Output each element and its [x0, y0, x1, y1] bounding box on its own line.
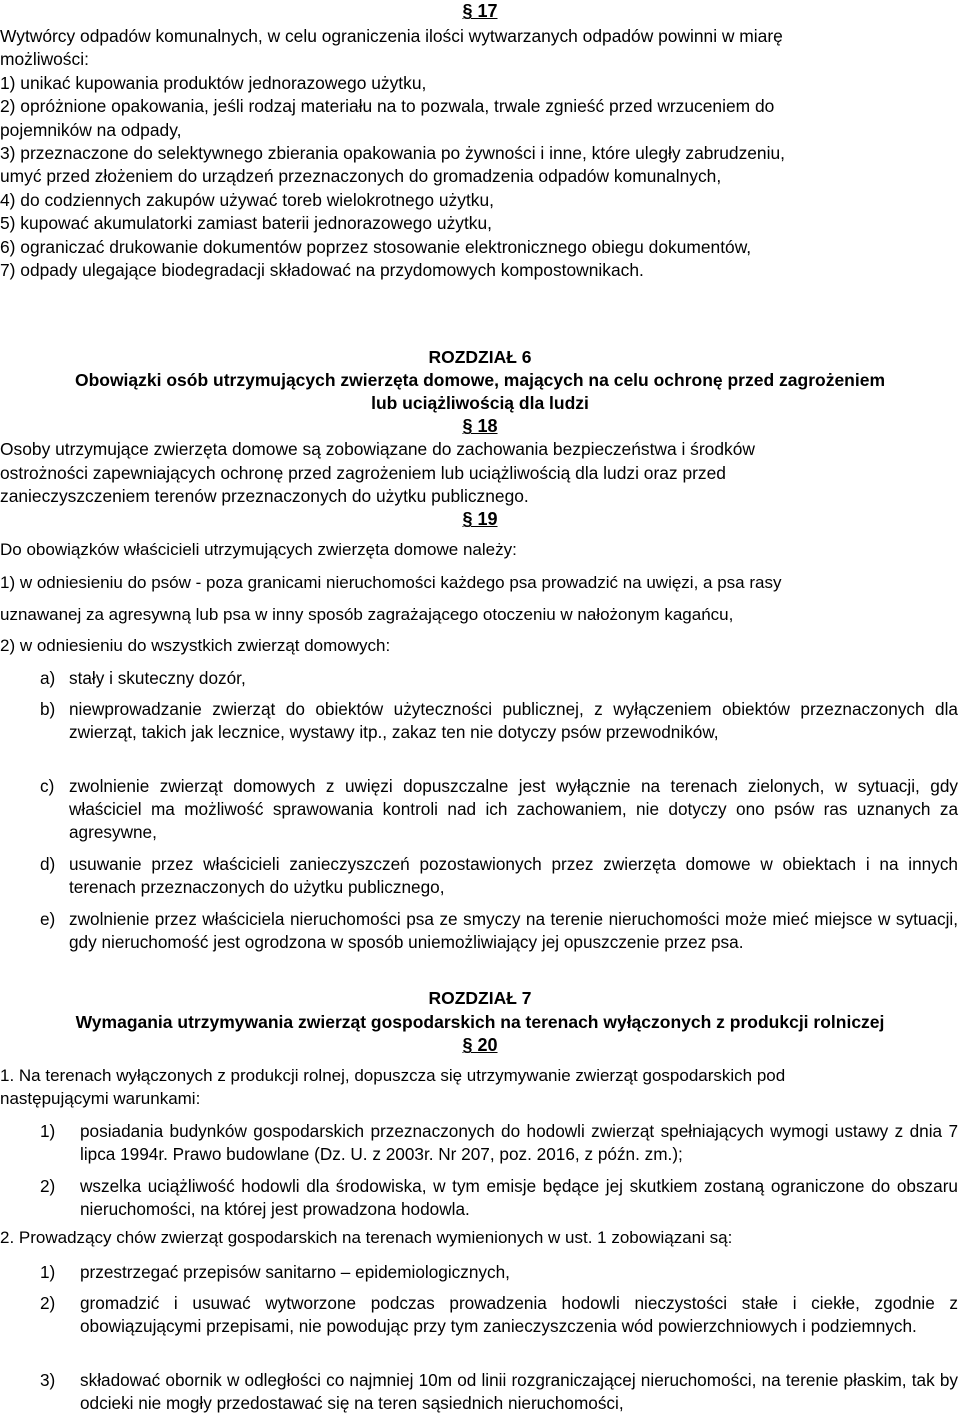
list-item-text: usuwanie przez właścicieli zanieczyszczeń pozostawionych przez zwierzęta domowe w obiektach i na innych terenach przeznaczonych do użytku publicznego, [69, 854, 958, 897]
list-item-label: 2) [40, 1176, 56, 1196]
list-item-label: 1) [40, 1121, 56, 1141]
text-line: umyć przed złożeniem do urządzeń przeznaczonych do gromadzenia odpadów komunalnych, [0, 166, 722, 187]
list-item-text: stały i skuteczny dozór, [69, 668, 246, 688]
text-line: 6) ograniczać drukowanie dokumentów poprzez stosowanie elektronicznego obiegu dokumentów, [0, 236, 752, 257]
list-item-text: wszelka uciążliwość hodowli dla środowiska, w tym emisje będące jej skutkiem zostaną ograniczone do obszaru nieruchomości, na której jest prowadzona hodowla. [80, 1176, 958, 1219]
section-17-body [0, 25, 958, 282]
chapter-6-header [0, 346, 960, 437]
list-item-text: zwolnienie przez właściciela nieruchomości psa ze smyczy na terenie nieruchomości może mieć miejsce w sytuacji, gdy nieruchomość jest ogrodzona w sposób uniemożliwiający jej opuszczenie przez psa. [69, 909, 958, 952]
text-line: pojemników na odpady, [0, 119, 182, 140]
section-18-heading: § 18 [462, 416, 498, 436]
chapter-6-title-line-1: Obowiązki osób utrzymujących zwierzęta domowe, mających na celu ochronę przed zagrożeniem [74, 370, 886, 390]
list-item-text: składować obornik w odległości co najmniej 10m od linii rozgraniczającej nieruchomości, na terenie płaskim, tak by odcieki nie mogły przedostawać się na teren sąsiednich nieruchomości, [80, 1370, 958, 1413]
text-line: Osoby utrzymujące zwierzęta domowe są zobowiązane do zachowania bezpieczeństwa i środków [0, 439, 755, 459]
list-item-label: b) [40, 699, 56, 719]
list-item-text: gromadzić i usuwać wytworzone podczas prowadzenia hodowli nieczystości stałe i ciekłe, zgodnie z obowiązującymi przepisami, nie powodując przy tym zanieczyszczenia wód powierzchniowych i podziemnych. [80, 1293, 958, 1336]
section-20-heading: § 20 [462, 1035, 498, 1055]
text-line: ostrożności zapewniających ochronę przed zagrożeniem lub uciążliwością dla ludzi oraz przed [0, 462, 726, 483]
text-line: 4) do codziennych zakupów używać toreb wielokrotnego użytku, [0, 189, 494, 210]
chapter-7-header [0, 986, 960, 1056]
chapter-6-title-line-2: lub uciążliwością dla ludzi [371, 393, 589, 413]
list-item-label: 3) [40, 1370, 56, 1390]
text-line: 1) unikać kupowania produktów jednorazowego użytku, [0, 72, 427, 93]
chapter-7-title: Wymagania utrzymywania zwierząt gospodarskich na terenach wyłączonych z produkcji rolniczej [75, 1012, 885, 1032]
section-17-heading: § 17 [462, 1, 498, 21]
text-line: Wytwórcy odpadów komunalnych, w celu ograniczenia ilości wytwarzanych odpadów powinni w miarę [0, 26, 783, 46]
text-line: możliwości: [0, 49, 89, 70]
list-item-text: zwolnienie zwierząt domowych z uwięzi dopuszczalne jest wyłącznie na terenach zielonych, w sytuacji, gdy właściciel ma możliwość sprawowania kontroli nad ich zachowaniem, nie dotyczy ono psów ras uznanych za agresywne, [69, 776, 958, 842]
list-item-label: d) [40, 854, 56, 874]
list-item-label: e) [40, 909, 56, 929]
section-19-point-1-line-2: uznawanej za agresywną lub psa w inny sposób zagrażającego otoczeniu w nałożonym kagańcu, [0, 605, 734, 624]
list-item-label: 1) [40, 1262, 56, 1282]
text-line: 5) kupować akumulatorki zamiast baterii jednorazowego użytku, [0, 213, 493, 234]
list-item-text: posiadania budynków gospodarskich przeznaczonych do hodowli zwierząt spełniających wymogi ustawy z dnia 7 lipca 1994r. Prawo budowlane (Dz. U. z 2003r. Nr 207, poz. 2016, z późn. zm.); [80, 1121, 958, 1164]
section-19-intro: Do obowiązków właścicieli utrzymujących zwierzęta domowe należy: [0, 540, 517, 559]
list-item-text: przestrzegać przepisów sanitarno – epidemiologicznych, [80, 1262, 510, 1282]
list-item-label: 2) [40, 1293, 56, 1313]
text-line: zanieczyszczeniem terenów przeznaczonych do użytku publicznego. [0, 486, 529, 506]
text-line: 2) opróżnione opakowania, jeśli rodzaj materiału na to pozwala, trwale zgnieść przed wrzuceniem do [0, 96, 775, 117]
section-19-heading: § 19 [462, 509, 498, 529]
section-20-point-1-line-2: następującymi warunkami: [0, 1089, 201, 1108]
chapter-7-heading: ROZDZIAŁ 7 [428, 988, 532, 1008]
text-line: 3) przeznaczone do selektywnego zbierania opakowania po żywności i inne, które uległy zabrudzeniu, [0, 143, 785, 164]
list-item-text: niewprowadzanie zwierząt do obiektów użyteczności publicznej, z wyłączeniem obiektów przeznaczonych dla zwierząt, takich jak lecznice, wystawy itp., zakaz ten nie dotyczy psów przewodników, [69, 699, 958, 742]
chapter-6-heading: ROZDZIAŁ 6 [428, 347, 532, 367]
section-18-body [0, 438, 958, 509]
section-20-point-1-line-1: 1. Na terenach wyłączonych z produkcji rolnej, dopuszcza się utrzymywanie zwierząt gospodarskich pod [0, 1066, 786, 1085]
section-19-point-1-line-1: 1) w odniesieniu do psów - poza granicami nieruchomości każdego psa prowadzić na uwięzi, a psa rasy [0, 573, 782, 592]
section-20-point-2: 2. Prowadzący chów zwierząt gospodarskich na terenach wymienionych w ust. 1 zobowiązani są: [0, 1228, 733, 1247]
list-item-label: c) [40, 776, 55, 796]
section-19-point-2: 2) w odniesieniu do wszystkich zwierząt domowych: [0, 636, 391, 655]
text-line: 7) odpady ulegające biodegradacji składować na przydomowych kompostownikach. [0, 260, 644, 281]
list-item-label: a) [40, 668, 56, 688]
